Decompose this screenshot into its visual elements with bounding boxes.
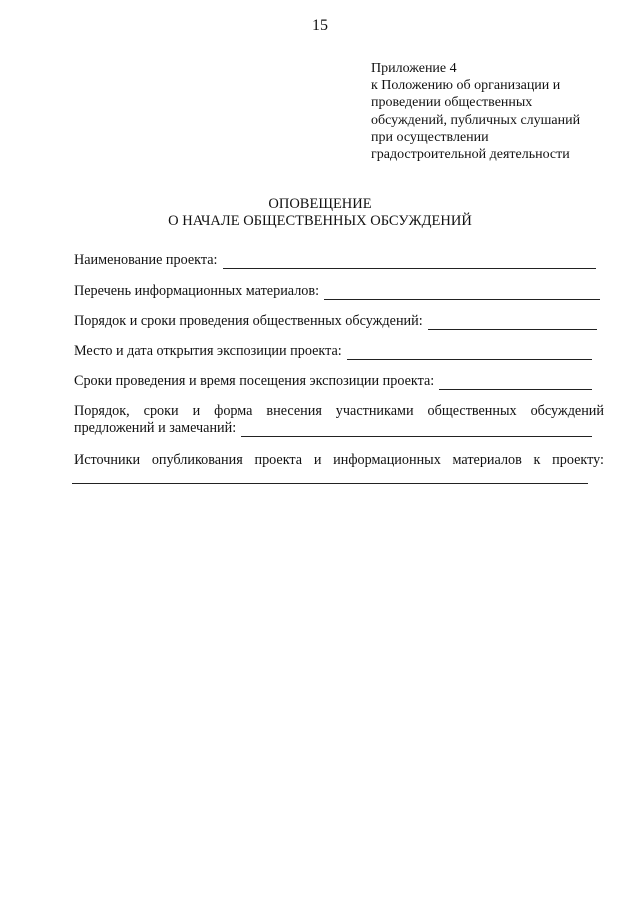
exposition-place-date-field <box>74 343 604 360</box>
appendix-line: при осуществлении <box>371 129 489 145</box>
appendix-note <box>371 60 621 163</box>
materials-list-label: Перечень информационных материалов: <box>74 283 320 299</box>
procedure-terms-blank[interactable] <box>428 316 597 330</box>
appendix-line: к Положению об организации и <box>371 78 561 94</box>
sources-label: Источники опубликования проекта и информационных материалов к проекту: <box>74 452 604 468</box>
proposals-field <box>74 403 604 437</box>
document-title <box>0 196 640 230</box>
sources-field <box>74 452 604 469</box>
proposals-label-line-2: предложений и замечаний: <box>74 420 237 436</box>
project-name-field <box>74 252 604 269</box>
project-name-blank[interactable] <box>223 255 596 269</box>
page-number: 15 <box>312 17 328 34</box>
exposition-place-date-blank[interactable] <box>347 346 592 360</box>
materials-list-blank[interactable] <box>324 286 600 300</box>
proposals-blank[interactable] <box>241 423 592 437</box>
exposition-place-date-label: Место и дата открытия экспозиции проекта: <box>74 343 342 359</box>
procedure-terms-field <box>74 313 604 330</box>
title-line-1: ОПОВЕЩЕНИЕ <box>268 196 372 212</box>
appendix-line: проведении общественных <box>371 95 533 111</box>
sources-blank[interactable] <box>72 470 588 484</box>
appendix-line: Приложение 4 <box>371 61 457 76</box>
proposals-label-line-1: Порядок, сроки и форма внесения участниками общественных обсуждений <box>74 403 604 419</box>
materials-list-field <box>74 283 604 300</box>
appendix-line: градостроительной деятельности <box>371 147 570 163</box>
appendix-line: обсуждений, публичных слушаний <box>371 112 581 128</box>
exposition-terms-blank[interactable] <box>439 376 592 390</box>
project-name-label: Наименование проекта: <box>74 252 218 268</box>
procedure-terms-label: Порядок и сроки проведения общественных обсуждений: <box>74 313 423 329</box>
title-line-2: О НАЧАЛЕ ОБЩЕСТВЕННЫХ ОБСУЖДЕНИЙ <box>168 213 472 229</box>
exposition-terms-field <box>74 373 604 390</box>
exposition-terms-label: Сроки проведения и время посещения экспозиции проекта: <box>74 373 435 389</box>
